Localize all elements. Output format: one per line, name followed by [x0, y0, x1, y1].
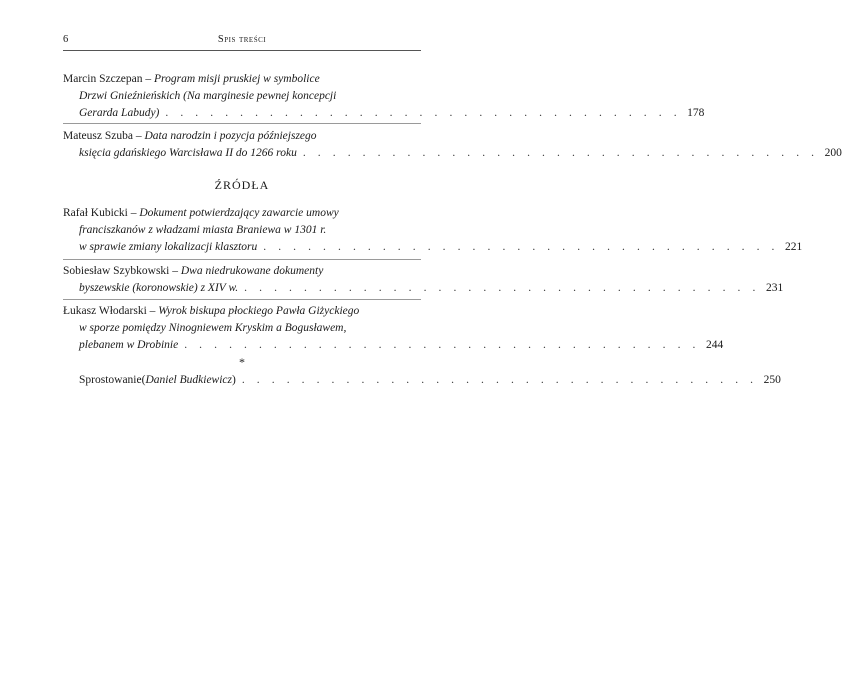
toc-entry[interactable]: Sobiesław Szybkowski – Dwa niedrukowane dokumenty byszewskie (koronowskie) z XIV w. . . . . . . . . . . . . . . . . . . . . . . . . . . . . . . . . . . . 231	[63, 263, 421, 297]
entry-author: Łukasz Włodarski	[63, 305, 147, 317]
toc-entry[interactable]: Rafał Kubicki – Dokument potwierdzający zawarcie umowy franciszkanów z władzami miasta Braniewa w 1301 r. w sprawie zmiany lokalizacji klasztoru . . . . . . . . . . . . . . . . . . . . . . . . . . . . . . . . . . . 221	[63, 205, 421, 256]
entry-title: plebanem w Drobinie	[79, 339, 179, 351]
toc-entry-correction[interactable]: Sprostowanie ( Daniel Budkiewicz ) . . . . . . . . . . . . . . . . . . . . . . . . . . . . . . . . . . . 250	[63, 372, 421, 389]
entry-page: 231	[765, 282, 784, 294]
entry-separator	[63, 299, 421, 300]
entry-title: Program misji pruskiej w symbolice	[154, 73, 320, 85]
entry-separator	[63, 259, 421, 260]
dot-leader: . . . . . . . . . . . . . . . . . . . . . . . . . . . . . . . . . . .	[184, 339, 701, 351]
entry-page: 200	[824, 147, 842, 159]
entry-author: Rafał Kubicki	[63, 207, 128, 219]
entry-page: 221	[785, 241, 803, 253]
toc-entry[interactable]: Marcin Szczepan – Program misji pruskiej w symbolice Drzwi Gnieźnieńskich (Na marginesie pewnej koncepcji Gerarda Labudy) . . . . . . . . . . . . . . . . . . . . . . . . . . . . . . . . . . . 178	[63, 71, 421, 122]
entry-author: Mateusz Szuba	[63, 130, 133, 142]
entry-title: Wyrok biskupa płockiego Pawła Giżyckiego	[158, 305, 360, 317]
running-title: Spis treści	[217, 34, 267, 45]
entry-author: Daniel Budkiewicz	[145, 374, 233, 386]
dot-leader: . . . . . . . . . . . . . . . . . . . . . . . . . . . . . . . . . . .	[244, 282, 760, 294]
page-number: 6	[63, 34, 69, 45]
entry-title: byszewskie (koronowskie) z XIV w.	[79, 282, 239, 294]
entry-page: 244	[706, 339, 724, 351]
entry-title: księcia gdańskiego Warcisława II do 1266 roku	[79, 147, 297, 159]
entry-title: franciszkanów z władzami miasta Braniewa w 1301 r.	[79, 224, 327, 236]
entry-title: Dwa niedrukowane dokumenty	[180, 265, 324, 277]
entry-separator	[63, 123, 421, 124]
header-rule	[63, 50, 421, 51]
entry-author: Marcin Szczepan	[63, 73, 143, 85]
toc-entry[interactable]: Mateusz Szuba – Data narodzin i pozycja późniejszego księcia gdańskiego Warcisława II do 1266 roku . . . . . . . . . . . . . . . . . . . . . . . . . . . . . . . . . . . 200	[63, 128, 421, 162]
section-title: ŹRÓDŁA	[214, 178, 270, 192]
toc-entry[interactable]: Łukasz Włodarski – Wyrok biskupa płockiego Pawła Giżyckiego w sporze pomiędzy Ninogniewem Kryskim a Bogusławem, plebanem w Drobinie . . . . . . . . . . . . . . . . . . . . . . . . . . . . . . . . . . . 244	[63, 303, 421, 354]
entry-author: Sobiesław Szybkowski	[63, 265, 170, 277]
entry-title: Sprostowanie	[79, 374, 142, 386]
entry-title: w sporze pomiędzy Ninogniewem Kryskim a Bogusławem,	[79, 322, 347, 334]
running-head	[63, 34, 421, 48]
entry-title: Dokument potwierdzający zawarcie umowy	[139, 207, 339, 219]
section-asterisk: *	[239, 355, 245, 369]
entry-title: Drzwi Gnieźnieńskich (Na marginesie pewnej koncepcji	[79, 90, 337, 102]
dot-leader: . . . . . . . . . . . . . . . . . . . . . . . . . . . . . . . . . . .	[165, 107, 682, 119]
dot-leader: . . . . . . . . . . . . . . . . . . . . . . . . . . . . . . . . . . .	[302, 147, 819, 159]
entry-title: w sprawie zmiany lokalizacji klasztoru	[79, 241, 258, 253]
entry-title: Gerarda Labudy)	[79, 107, 160, 119]
dot-leader: . . . . . . . . . . . . . . . . . . . . . . . . . . . . . . . . . . .	[241, 374, 758, 386]
entry-page: 250	[763, 374, 781, 386]
entry-page: 178	[687, 107, 705, 119]
entry-title: Data narodzin i pozycja późniejszego	[144, 130, 317, 142]
dot-leader: . . . . . . . . . . . . . . . . . . . . . . . . . . . . . . . . . . .	[263, 241, 780, 253]
